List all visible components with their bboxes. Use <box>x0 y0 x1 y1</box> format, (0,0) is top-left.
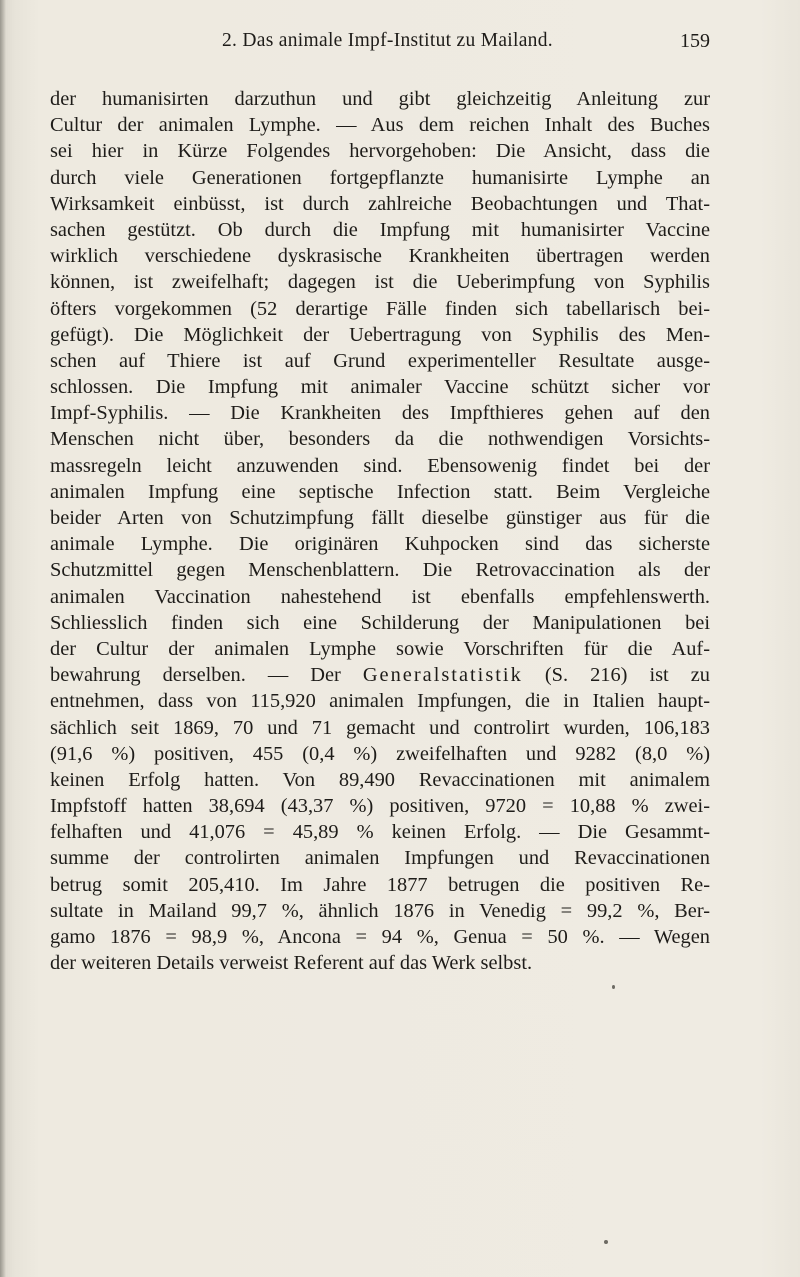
binding-shadow <box>0 0 6 1277</box>
page-number: 159 <box>680 30 710 52</box>
paper-speck <box>604 1240 608 1244</box>
text-line: Menschen nicht über, besonders da die nothwendigen Vorsichts- <box>50 428 710 451</box>
text-line: sultate in Mailand 99,7 %, ähnlich 1876 in Venedig = 99,2 %, Ber- <box>50 899 710 922</box>
text-line: betrug somit 205,410. Im Jahre 1877 betrugen die positiven Re- <box>50 873 710 896</box>
text-line: können, ist zweifelhaft; dagegen ist die Ueberimpfung von Syphilis <box>50 271 710 294</box>
text-line: der Cultur der animalen Lymphe sowie Vorschriften für die Auf- <box>50 637 710 660</box>
text-line: massregeln leicht anzuwenden sind. Ebensowenig findet bei der <box>50 454 710 477</box>
paper-speck <box>612 985 615 989</box>
text-line: sei hier in Kürze Folgendes hervorgehoben: Die Ansicht, dass die <box>50 140 710 163</box>
text-line: Wirksamkeit einbüsst, ist durch zahlreiche Beobachtungen und That- <box>50 192 710 215</box>
text-line: (91,6 %) positiven, 455 (0,4 %) zweifelhaften und 9282 (8,0 %) <box>50 742 710 765</box>
text-line-generalstatistik <box>50 662 710 688</box>
text-line: Cultur der animalen Lymphe. — Aus dem reichen Inhalt des Buches <box>50 114 710 137</box>
body-text <box>50 86 710 976</box>
text-line: gamo 1876 = 98,9 %, Ancona = 94 %, Genua = 50 %. — Wegen <box>50 926 710 948</box>
text-line: felhaften und 41,076 = 45,89 % keinen Erfolg. — Die Gesammt- <box>50 821 710 844</box>
text-fragment: bewahrung derselben. — Der <box>50 664 341 687</box>
text-line: animalen Impfung eine septische Infection statt. Beim Vergleiche <box>50 480 710 503</box>
text-line: gefügt). Die Möglichkeit der Uebertragung von Syphilis des Men- <box>50 323 710 346</box>
text-line: Schutzmittel gegen Menschenblattern. Die Retrovaccination als der <box>50 559 710 582</box>
text-line: animale Lymphe. Die originären Kuhpocken sind das sicherste <box>50 533 710 556</box>
text-line: durch viele Generationen fortgepflanzte humanisirte Lymphe an <box>50 166 710 189</box>
text-line: der humanisirten darzuthun und gibt gleichzeitig Anleitung zur <box>50 88 710 110</box>
text-line: summe der controlirten animalen Impfungen und Revaccinationen <box>50 847 710 870</box>
running-header <box>42 30 710 66</box>
text-line: Impfstoff hatten 38,694 (43,37 %) positiven, 9720 = 10,88 % zwei- <box>50 795 710 818</box>
text-line: schlossen. Die Impfung mit animaler Vaccine schützt sicher vor <box>50 376 710 399</box>
spaced-term: Generalstatistik <box>362 664 523 687</box>
text-line: der weiteren Details verweist Referent auf das Werk selbst. <box>50 952 533 975</box>
text-line: Schliesslich finden sich eine Schilderung der Manipulationen bei <box>50 611 710 634</box>
text-line: Impf-Syphilis. — Die Krankheiten des Impfthieres gehen auf den <box>50 402 710 425</box>
text-line: wirklich verschiedene dyskrasische Krankheiten übertragen werden <box>50 245 710 268</box>
text-line: sächlich seit 1869, 70 und 71 gemacht und controlirt wurden, 106,183 <box>50 716 710 739</box>
text-line: entnehmen, dass von 115,920 animalen Impfungen, die in Italien haupt- <box>50 690 710 713</box>
text-line: sachen gestützt. Ob durch die Impfung mit humanisirter Vaccine <box>50 218 710 241</box>
text-line: schen auf Thiere ist auf Grund experimenteller Resultate ausge- <box>50 349 710 372</box>
text-fragment: (S. 216) ist zu <box>544 664 710 687</box>
text-line: animalen Vaccination nahestehend ist ebenfalls empfehlenswerth. <box>50 585 710 608</box>
text-line: keinen Erfolg hatten. Von 89,490 Revaccinationen mit animalem <box>50 768 710 791</box>
text-line: öfters vorgekommen (52 derartige Fälle finden sich tabellarisch bei- <box>50 297 710 320</box>
header-title: 2. Das animale Impf-Institut zu Mailand. <box>222 30 553 51</box>
text-line: beider Arten von Schutzimpfung fällt dieselbe günstiger aus für die <box>50 507 710 529</box>
